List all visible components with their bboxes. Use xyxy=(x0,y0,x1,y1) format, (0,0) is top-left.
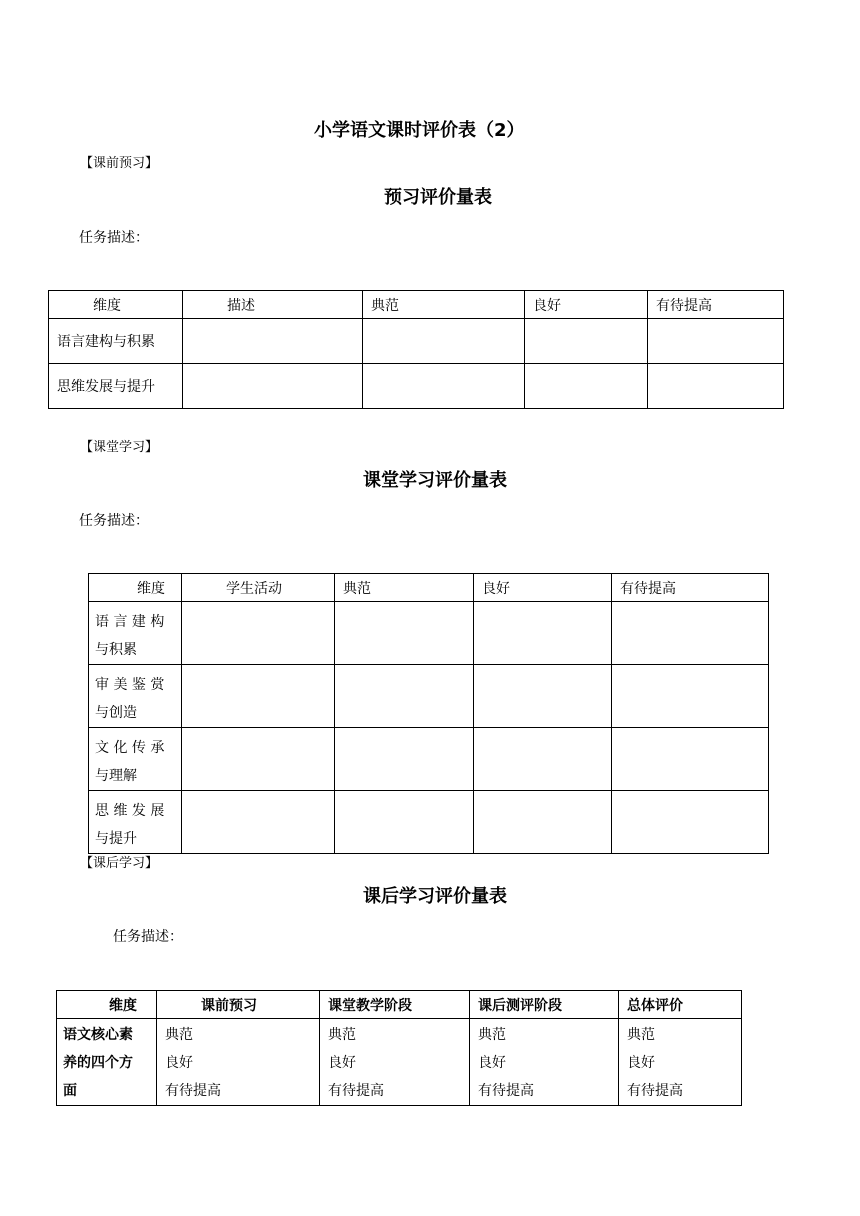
level-option: 有待提高 xyxy=(627,1083,683,1099)
level-option: 有待提高 xyxy=(328,1083,384,1099)
dimension-line: 面 xyxy=(63,1083,77,1099)
header-cell: 维度 xyxy=(57,991,157,1019)
dimension-line: 思 维 发 展 xyxy=(95,803,165,819)
empty-cell xyxy=(474,791,612,854)
empty-cell xyxy=(335,791,474,854)
level-option: 良好 xyxy=(165,1055,193,1071)
dimension-cell xyxy=(89,665,182,728)
empty-cell xyxy=(525,364,648,409)
dimension-cell xyxy=(57,1019,157,1106)
empty-cell xyxy=(335,728,474,791)
empty-cell xyxy=(363,364,525,409)
header-cell: 有待提高 xyxy=(612,574,769,602)
dimension-line: 语文核心素 xyxy=(63,1027,133,1043)
task-description-label: 任务描述： xyxy=(79,513,149,529)
section-heading-after-class: 课后学习评价量表 xyxy=(363,886,507,907)
level-option: 典范 xyxy=(328,1027,356,1043)
header-cell: 典范 xyxy=(335,574,474,602)
preview-evaluation-table xyxy=(48,290,784,409)
dimension-line: 审 美 鉴 赏 xyxy=(95,677,165,693)
section-heading-classroom: 课堂学习评价量表 xyxy=(363,470,507,491)
dimension-line: 与理解 xyxy=(95,768,137,784)
empty-cell xyxy=(474,602,612,665)
empty-cell xyxy=(612,602,769,665)
task-description-label: 任务描述： xyxy=(113,929,183,945)
header-cell: 总体评价 xyxy=(619,991,742,1019)
dimension-cell xyxy=(89,602,182,665)
header-cell: 典范 xyxy=(363,291,525,319)
empty-cell xyxy=(182,791,335,854)
dimension-line: 与创造 xyxy=(95,705,137,721)
empty-cell xyxy=(335,665,474,728)
empty-cell xyxy=(525,319,648,364)
header-cell: 维度 xyxy=(49,291,183,319)
section-heading-preview: 预习评价量表 xyxy=(384,187,492,208)
empty-cell xyxy=(363,319,525,364)
dimension-line: 文 化 传 承 xyxy=(95,740,165,756)
header-cell: 良好 xyxy=(474,574,612,602)
level-option: 典范 xyxy=(165,1027,193,1043)
dimension-cell xyxy=(89,791,182,854)
level-option: 典范 xyxy=(627,1027,655,1043)
header-cell: 课堂教学阶段 xyxy=(320,991,470,1019)
dimension-line: 养的四个方 xyxy=(63,1055,133,1071)
section-label-preview: 【课前预习】 xyxy=(80,156,159,171)
header-cell: 课后测评阶段 xyxy=(470,991,619,1019)
empty-cell xyxy=(182,728,335,791)
level-options-cell xyxy=(320,1019,470,1106)
level-options-cell xyxy=(157,1019,320,1106)
dimension-line: 与提升 xyxy=(95,831,137,847)
after-class-evaluation-table xyxy=(56,990,742,1106)
header-cell: 学生活动 xyxy=(182,574,335,602)
task-description-label: 任务描述： xyxy=(79,230,149,246)
empty-cell xyxy=(474,665,612,728)
dimension-line: 与积累 xyxy=(95,642,137,658)
empty-cell xyxy=(612,791,769,854)
section-label-after-class: 【课后学习】 xyxy=(80,856,159,871)
empty-cell xyxy=(612,728,769,791)
dimension-line: 语 言 建 构 xyxy=(95,614,165,630)
classroom-evaluation-table xyxy=(88,573,769,854)
document-title: 小学语文课时评价表（2） xyxy=(314,120,525,141)
level-options-cell xyxy=(619,1019,742,1106)
empty-cell xyxy=(335,602,474,665)
level-option: 良好 xyxy=(328,1055,356,1071)
dimension-cell: 思维发展与提升 xyxy=(49,364,183,409)
empty-cell xyxy=(182,665,335,728)
empty-cell xyxy=(612,665,769,728)
level-option: 良好 xyxy=(627,1055,655,1071)
dimension-cell: 语言建构与积累 xyxy=(49,319,183,364)
header-cell: 维度 xyxy=(89,574,182,602)
empty-cell xyxy=(183,319,363,364)
section-label-classroom: 【课堂学习】 xyxy=(80,440,159,455)
level-option: 典范 xyxy=(478,1027,506,1043)
header-cell: 课前预习 xyxy=(157,991,320,1019)
empty-cell xyxy=(183,364,363,409)
header-cell: 良好 xyxy=(525,291,648,319)
empty-cell xyxy=(648,364,784,409)
empty-cell xyxy=(474,728,612,791)
header-cell: 有待提高 xyxy=(648,291,784,319)
level-options-cell xyxy=(470,1019,619,1106)
dimension-cell xyxy=(89,728,182,791)
empty-cell xyxy=(182,602,335,665)
level-option: 有待提高 xyxy=(478,1083,534,1099)
header-cell: 描述 xyxy=(183,291,363,319)
level-option: 良好 xyxy=(478,1055,506,1071)
empty-cell xyxy=(648,319,784,364)
level-option: 有待提高 xyxy=(165,1083,221,1099)
